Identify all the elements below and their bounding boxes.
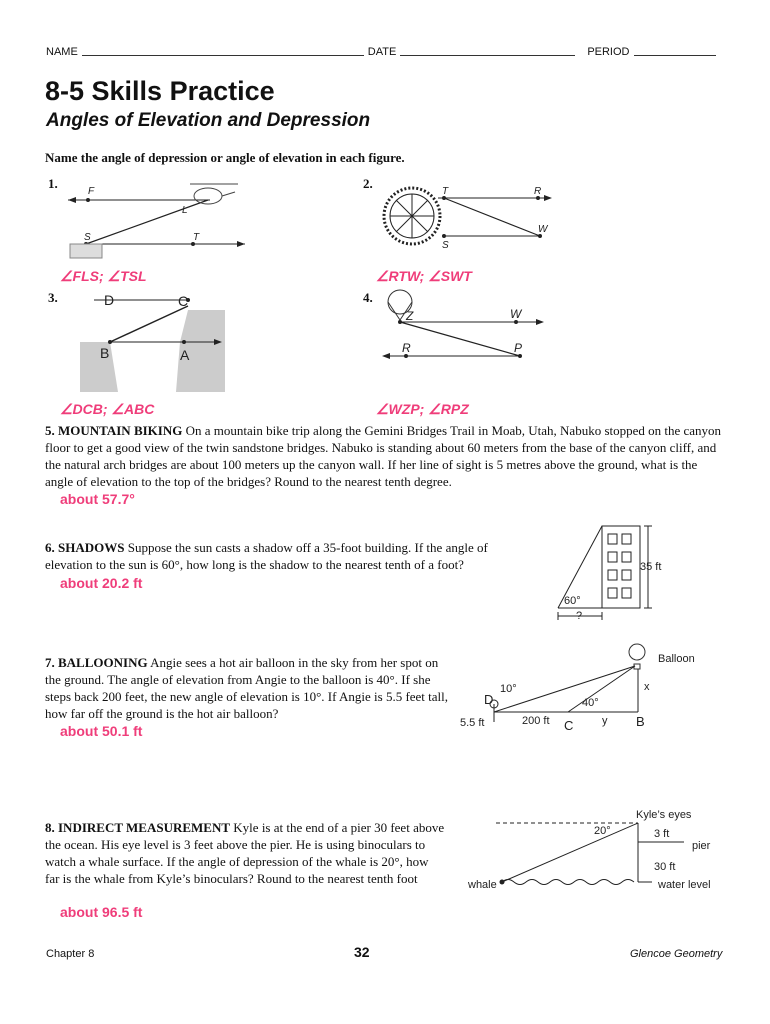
fig7-b: B [636, 714, 645, 729]
problem-6-answer: about 20.2 ft [60, 575, 143, 591]
problem-7-text: Angie sees a hot air balloon in the sky from her spot on the ground. The angle of elevation from Angie to the balloon is 40°. If she steps back 200 feet, the new angle of elevation is 10°. If Angie is 5.5 feet tall, how far off the ground is the hot air balloon? [45, 655, 449, 721]
fig4-label-z: Z [406, 309, 414, 323]
fig8-pier: pier [692, 840, 711, 852]
footer-book: Glencoe Geometry [630, 948, 723, 960]
figure-8-diagram [466, 806, 716, 896]
figure-1-number: 1. [48, 176, 58, 191]
figure-1-answer: ∠FLS; ∠TSL [60, 268, 147, 284]
footer-page: 32 [354, 944, 370, 960]
fig8-pier-h: 30 ft [654, 861, 676, 873]
fig4-label-r: R [402, 341, 411, 355]
problem-5-text: On a mountain bike trip along the Gemini Bridges Trail in Moab, Utah, Nabuko stopped on the canyon floor to get a good view of the twin sandstone bridges. Nabuko is standing about 60 meters from the base of the canyon cliff, and the natural arch bridges are about 100 meters up the canyon wall. If her line of sight is 5 metres above the ground, what is the angle of elevation to the top of the bridges? Round to the nearest tenth degree. [45, 423, 722, 489]
fig6-angle: 60° [564, 595, 581, 607]
period-label: PERIOD [587, 46, 630, 58]
figure-2-answer: ∠RTW; ∠SWT [376, 268, 472, 284]
figure-3-diagram [80, 292, 225, 392]
fig7-angle2: 40° [582, 697, 599, 709]
fig1-label-l: L [182, 205, 188, 216]
fig1-label-t: T [193, 232, 200, 243]
period-blank[interactable] [634, 46, 716, 56]
fig3-label-b: B [100, 345, 110, 361]
date-blank[interactable] [400, 46, 575, 56]
fig4-label-w: W [510, 307, 522, 321]
problem-5-answer: about 57.7° [60, 491, 135, 507]
problem-7-answer: about 50.1 ft [60, 723, 143, 739]
problem-6-title: SHADOWS [58, 540, 125, 555]
footer-chapter: Chapter 8 [46, 948, 95, 960]
figure-4-number: 4. [363, 290, 373, 305]
problem-6-number: 6. [45, 540, 55, 555]
problem-8-title: INDIRECT MEASUREMENT [58, 820, 231, 835]
fig7-y: y [602, 715, 608, 727]
fig2-label-w: W [538, 224, 548, 235]
fig7-c: C [564, 718, 574, 733]
fig3-label-d: D [104, 292, 115, 308]
problem-8-number: 8. [45, 820, 55, 835]
problem-5-title: MOUNTAIN BIKING [58, 423, 183, 438]
fig8-whale: whale [468, 879, 497, 891]
problem-8-text: Kyle is at the end of a pier 30 feet above the ocean. His eye level is 3 feet above the pier. He is using binoculars to watch a whale surface. If the angle of depression of the whale is 20°, how far is the whale from Kyle’s binoculars? Round to the nearest tenth foot [45, 820, 445, 886]
problem-5-number: 5. [45, 423, 55, 438]
date-label: DATE [367, 46, 397, 58]
fig2-label-t: T [442, 186, 449, 197]
problem-6 [45, 539, 523, 573]
fig4-label-p: P [514, 341, 523, 355]
fig3-label-c: C [178, 293, 189, 309]
fig6-unknown: ? [576, 610, 583, 622]
problem-8-answer: about 96.5 ft [60, 904, 143, 920]
figure-2-number: 2. [363, 176, 373, 191]
problem-5 [45, 422, 727, 490]
fig2-label-s: S [442, 240, 449, 251]
fig8-eyes: Kyle’s eyes [636, 809, 692, 821]
figure-3-number: 3. [48, 290, 58, 305]
name-blank[interactable] [82, 46, 364, 56]
problem-8 [45, 819, 445, 887]
fig8-angle: 20° [594, 825, 611, 837]
page-subtitle: Angles of Elevation and Depression [46, 110, 371, 131]
page-title: 8-5 Skills Practice [45, 76, 275, 106]
fig7-d: D [484, 692, 494, 707]
figure-6-diagram [540, 522, 670, 622]
fig7-balloon: Balloon [658, 653, 695, 665]
problem-6-text: Suppose the sun casts a shadow off a 35-foot building. If the angle of elevation to the sun is 60°, how long is the shadow to the nearest tenth of a foot? [45, 540, 488, 572]
figure-4-answer: ∠WZP; ∠RPZ [376, 401, 469, 417]
fig1-label-f: F [88, 186, 95, 197]
fig8-eye-h: 3 ft [654, 828, 670, 840]
figure-4-diagram [380, 288, 550, 383]
fig7-dist: 200 ft [522, 715, 550, 727]
fig7-angle1: 10° [500, 683, 517, 695]
header-fields [46, 46, 726, 58]
fig7-height: 5.5 ft [460, 717, 485, 729]
figure-2-diagram [380, 180, 570, 260]
fig6-height: 35 ft [640, 561, 662, 573]
problem-7-number: 7. [45, 655, 55, 670]
instruction: Name the angle of depression or angle of elevation in each figure. [45, 150, 405, 165]
figure-1-diagram [60, 180, 250, 260]
fig2-label-r: R [534, 186, 542, 197]
name-label: NAME [46, 46, 78, 58]
problem-7 [45, 654, 453, 722]
fig1-label-s: S [84, 232, 91, 243]
fig3-label-a: A [180, 347, 190, 363]
figure-3-answer: ∠DCB; ∠ABC [60, 401, 155, 417]
problem-7-title: BALLOONING [58, 655, 148, 670]
fig7-x: x [644, 681, 650, 693]
figure-7-diagram [460, 642, 705, 742]
fig8-water: water level [658, 879, 711, 891]
